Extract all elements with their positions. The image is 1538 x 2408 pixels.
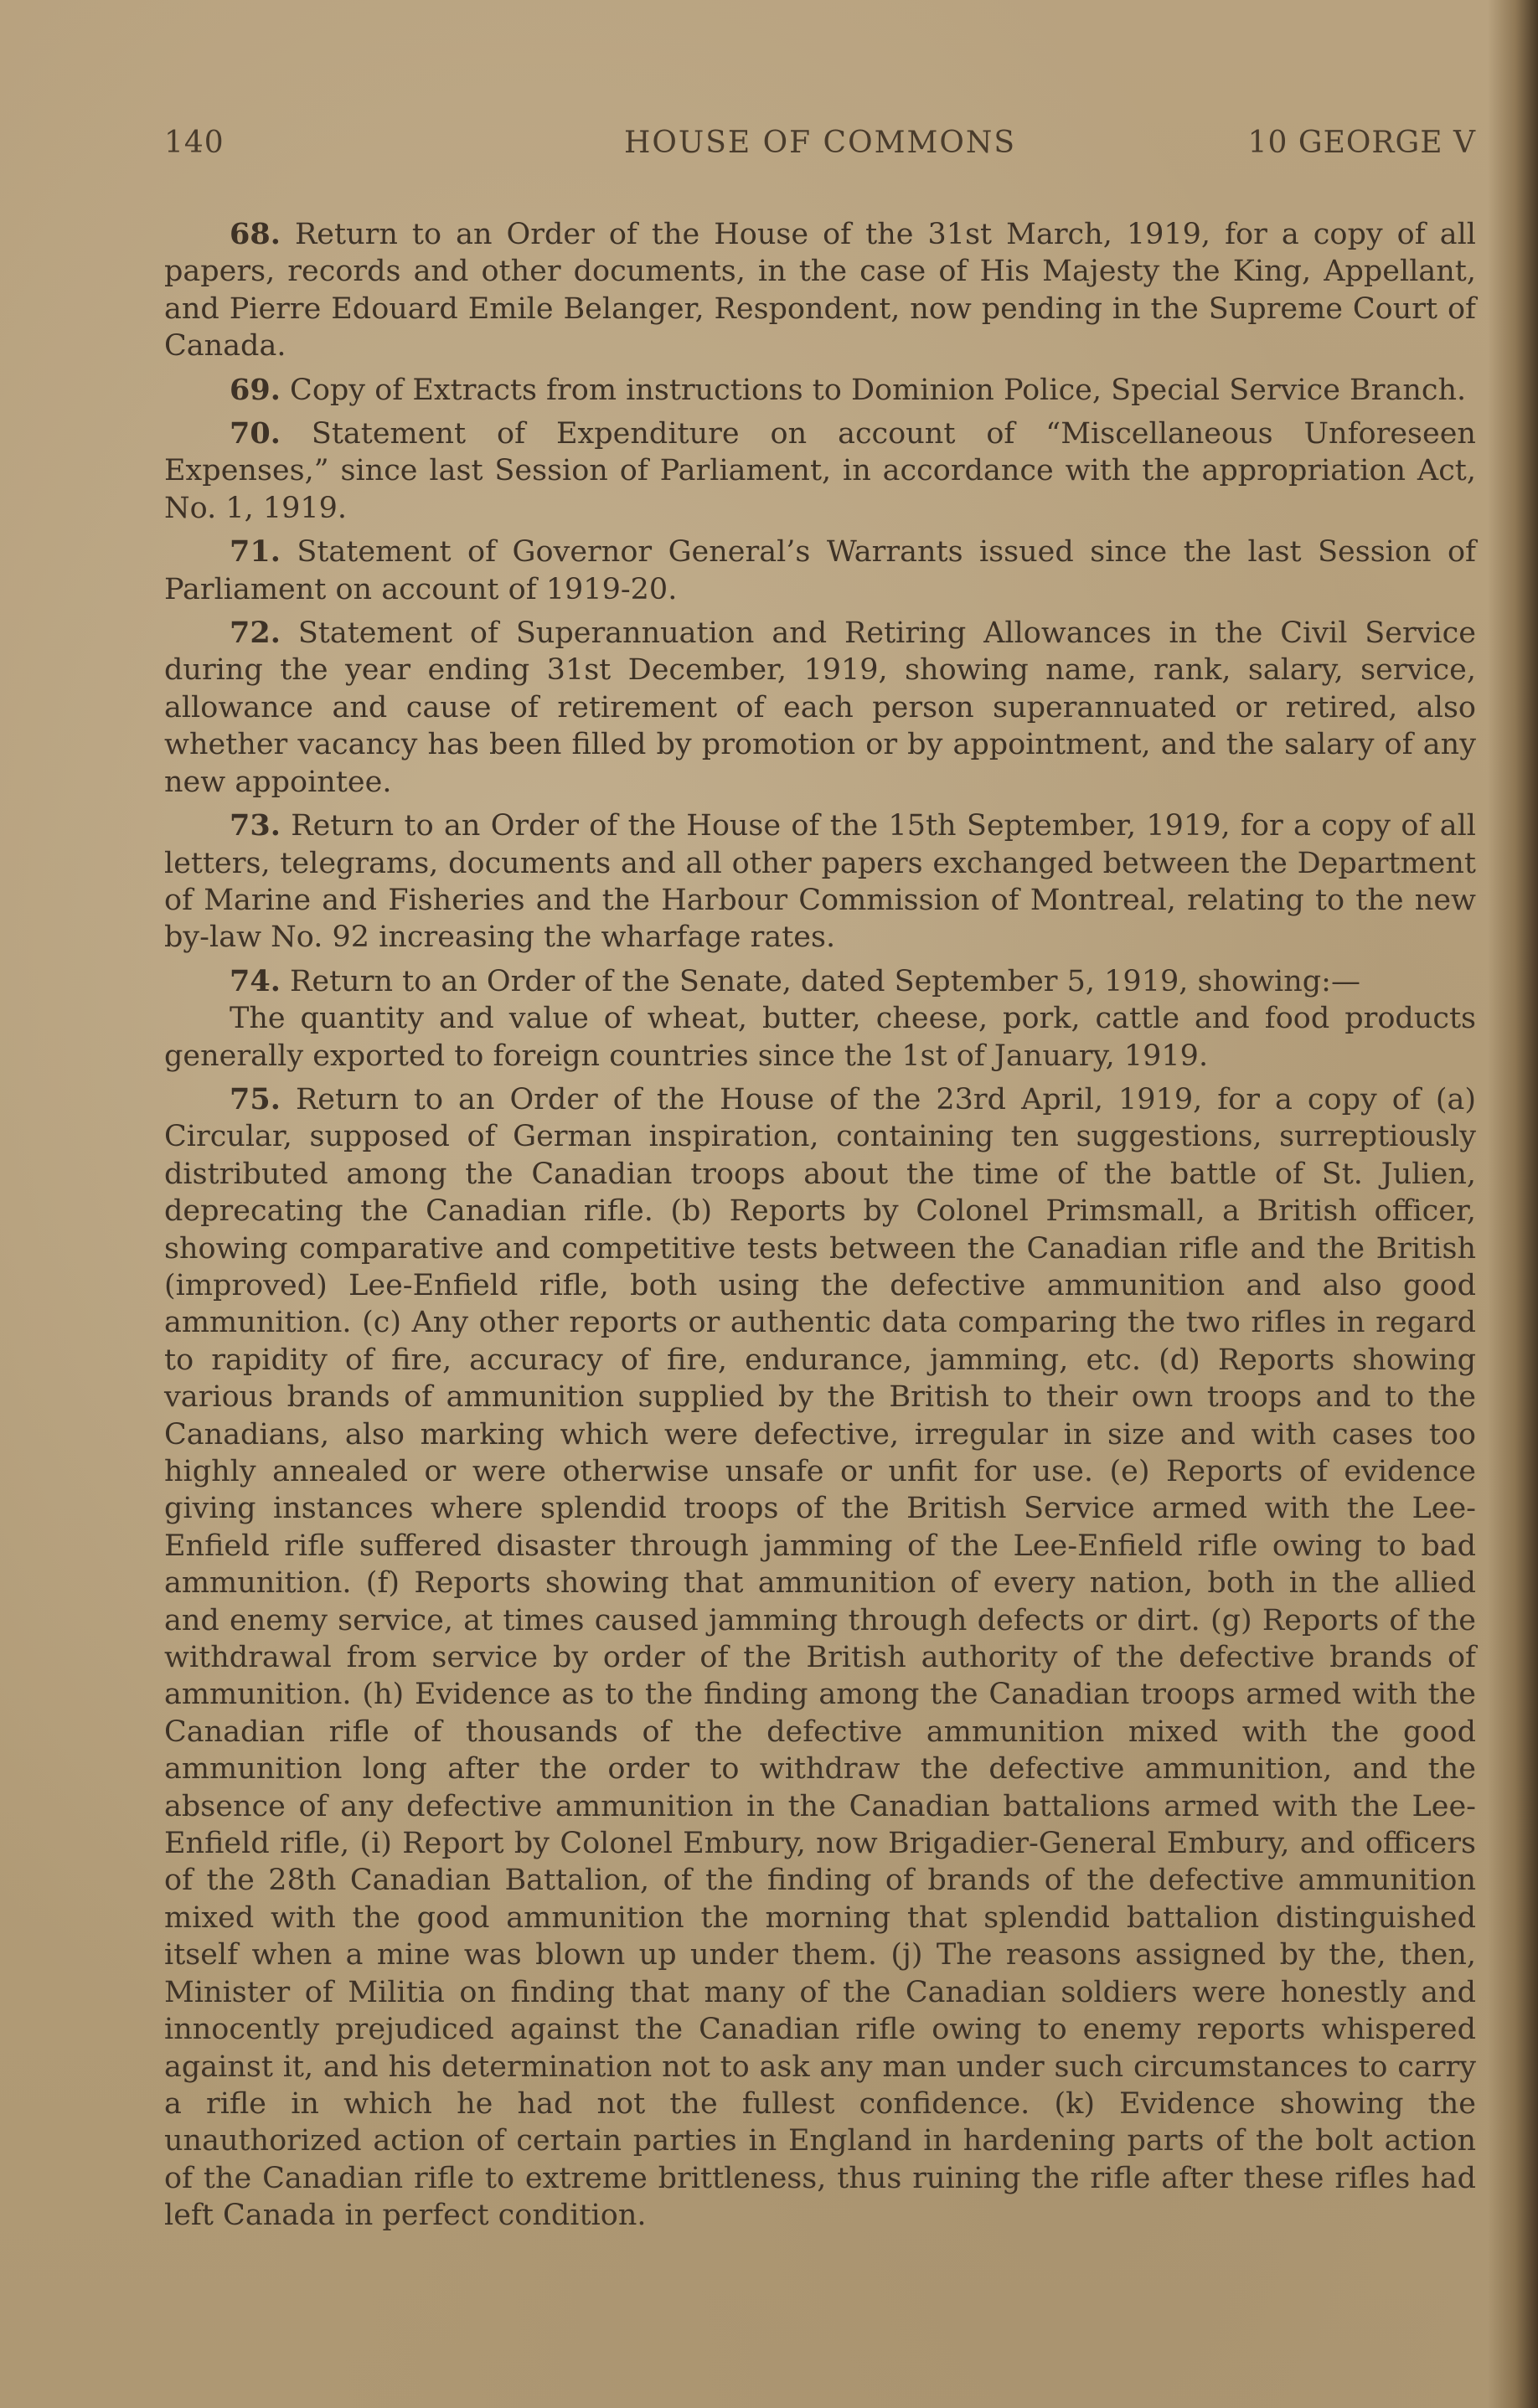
item-number: 71. bbox=[230, 534, 281, 570]
list-item-71 bbox=[164, 534, 1476, 608]
list-item-70 bbox=[164, 415, 1476, 527]
item-number: 74. bbox=[230, 963, 281, 998]
list-item-74 bbox=[164, 963, 1476, 1000]
item-number: 69. bbox=[230, 372, 281, 407]
list-item-73 bbox=[164, 807, 1476, 956]
item-text: Statement of Governor General’s Warrants issued since the last Session of Parliament on account of 1919-20. bbox=[164, 535, 1476, 606]
page-number: 140 bbox=[164, 126, 225, 160]
item-text: Statement of Superannuation and Retiring Allowances in the Civil Service during the year ending 31st December, 1919, showing name, rank, salary, service, allowance and cause of retirement of each person superannuated or retired, also whether vacancy has been filled by promotion or by appointment, and the salary of any new appointee. bbox=[164, 616, 1476, 799]
item-text: Return to an Order of the House of the 31st March, 1919, for a copy of all papers, records and other documents, in the case of His Majesty the King, Appellant, and Pierre Edouard Emile Belanger, Respondent, now pending in the Supreme Court of Canada. bbox=[164, 218, 1476, 364]
item-number: 72. bbox=[230, 616, 281, 651]
item-text: Copy of Extracts from instructions to Dominion Police, Special Service Branch. bbox=[290, 373, 1467, 407]
list-item-75 bbox=[164, 1081, 1476, 2235]
list-item-72 bbox=[164, 615, 1476, 801]
item-number: 75. bbox=[230, 1081, 281, 1116]
item-continuation-text: The quantity and value of wheat, butter, cheese, pork, cattle and food products generally exported to foreign countries since the 1st of January, 1919. bbox=[164, 1002, 1476, 1073]
page-edge-shadow bbox=[1488, 0, 1538, 2408]
header-reign: 10 GEORGE V bbox=[1247, 126, 1476, 160]
item-text: Return to an Order of the House of the 23rd April, 1919, for a copy of (a) Circular, supposed of German inspiration, containing ten suggestions, surreptiously distributed among the Canadian troops about the time of the battle of St. Julien, deprecating the Canadian rifle. (b) Reports by Colonel Primsmall, a British officer, showing comparative and competitive tests between the Canadian rifle and the British (improved) Lee-Enfield rifle, both using the defective ammunition and also good ammunition. (c) Any other reports or authentic data comparing the two rifles in regard to rapidity of fire, accuracy of fire, endurance, jamming, etc. (d) Reports showing various brands of ammunition supplied by the British to their own troops and to the Canadians, also marking which were defective, irregular in size and with cases too highly annealed or were otherwise unsafe or unfit for use. (e) Reports of evidence giving instances where splendid troops of the British Service armed with the Lee-Enfield rifle suffered disaster through jamming of the Lee-Enfield rifle owing to bad ammunition. (f) Reports showing that ammunition of every nation, both in the allied and enemy service, at times caused jamming through defects or dirt. (g) Reports of the withdrawal from service by order of the British authority of the defective brands of ammunition. (h) Evidence as to the finding among the Canadian troops armed with the Canadian rifle of thousands of the defective ammunition mixed with the good ammunition long after the order to withdraw the defective ammunition, and the absence of any defective ammunition in the Canadian battalions armed with the Lee-Enfield rifle, (i) Report by Colonel Embury, now Brigadier-General Embury, and officers of the 28th Canadian Battalion, of the finding of brands of the defective ammunition mixed with the good ammunition the morning that splendid battalion distinguished itself when a mine was blown up under them. (j) The reasons assigned by the, then, Minister of Militia on finding that many of the Canadian soldiers were honestly and innocently prejudiced against the Canadian rifle owing to enemy reports whispered against it, and his determination not to ask any man under such circumstances to carry a rifle in which he had not the fullest confidence. (k) Evidence showing the unauthorized action of certain parties in England in hardening parts of the bolt action of the Canadian rifle to extreme brittleness, thus ruining the rifle after these rifles had left Canada in perfect condition. bbox=[164, 1082, 1476, 2233]
item-number: 70. bbox=[230, 416, 281, 451]
item-number: 68. bbox=[230, 217, 281, 251]
list-item-74-continuation bbox=[164, 1000, 1476, 1075]
list-item-69 bbox=[164, 372, 1476, 409]
item-text: Return to an Order of the House of the 15th September, 1919, for a copy of all letters, telegrams, documents and all other papers exchanged between the Department of Marine and Fisheries and the Harbour Commission of Montreal, relating to the new by-law No. 92 increasing the wharfage rates. bbox=[164, 809, 1476, 955]
header-title: HOUSE OF COMMONS bbox=[623, 126, 1017, 160]
running-header bbox=[164, 126, 1476, 168]
item-number: 73. bbox=[230, 808, 281, 843]
list-item-68 bbox=[164, 216, 1476, 365]
sessional-papers-list bbox=[164, 216, 1476, 2241]
item-text: Return to an Order of the Senate, dated September 5, 1919, showing:— bbox=[290, 964, 1360, 998]
item-text: Statement of Expenditure on account of “Miscellaneous Unforeseen Expenses,” since last Session of Parliament, in accordance with the appropriation Act, No. 1, 1919. bbox=[164, 417, 1476, 525]
